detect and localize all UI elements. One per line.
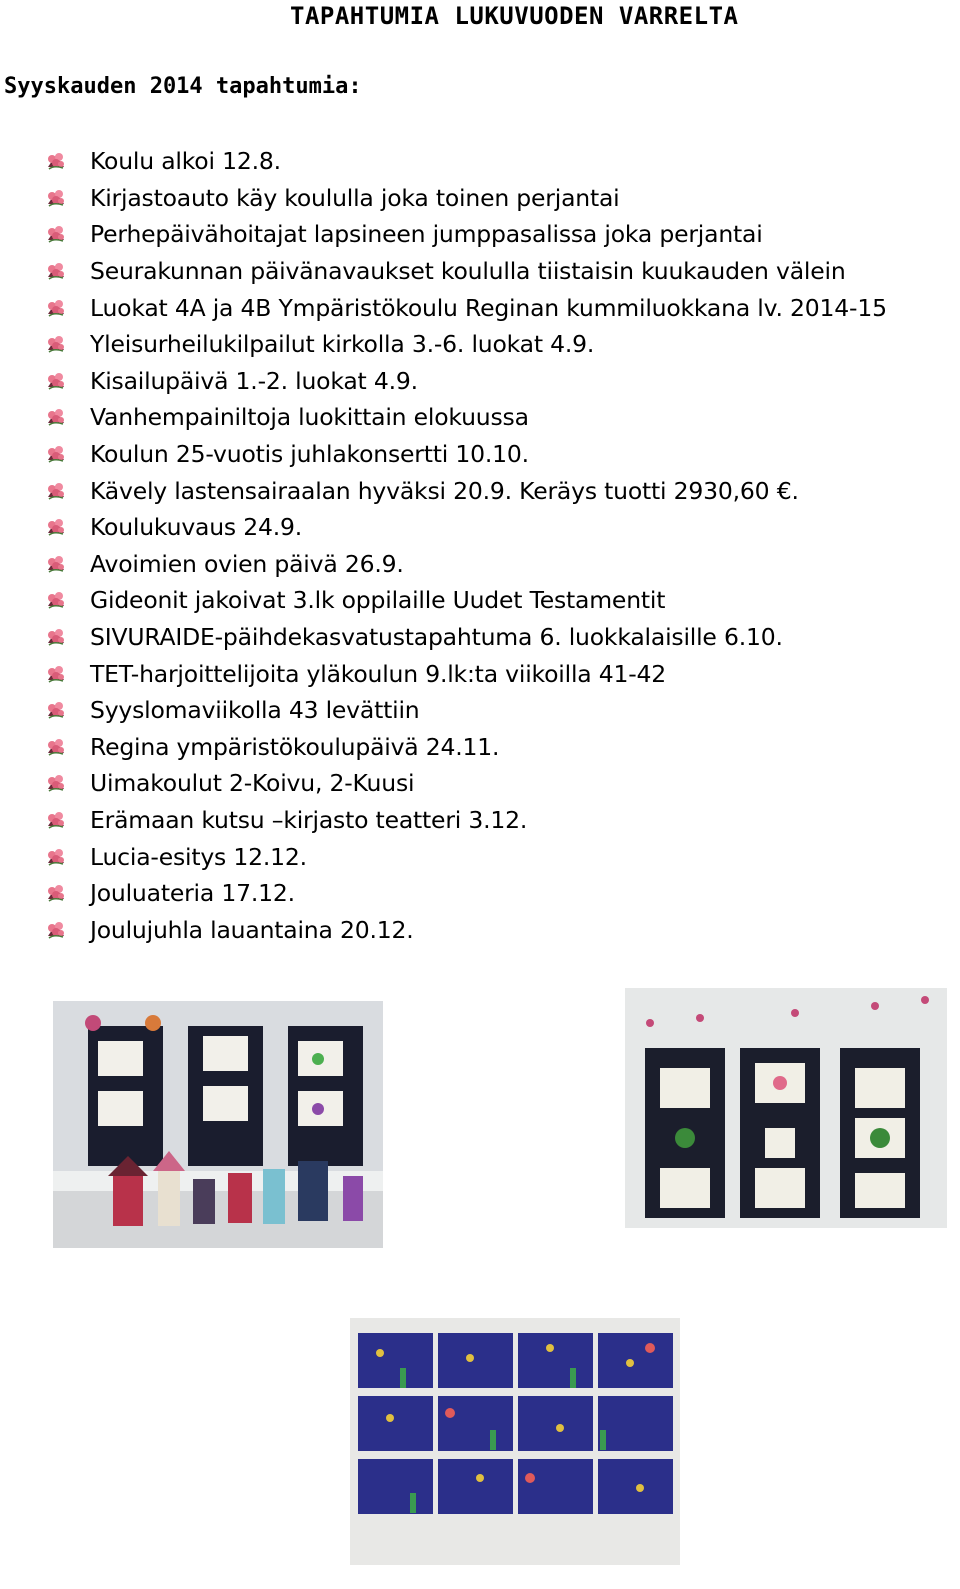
event-text: Uimakoulut 2-Koivu, 2-Kuusi [90, 769, 415, 798]
list-item [46, 582, 887, 619]
pink-flower-bullet-icon [46, 700, 66, 720]
list-item [46, 838, 887, 875]
event-text: Joulujuhla lauantaina 20.12. [90, 915, 414, 944]
pink-flower-bullet-icon [46, 151, 66, 171]
pink-flower-bullet-icon [46, 371, 66, 391]
pink-flower-bullet-icon [46, 517, 66, 537]
list-item [46, 472, 887, 509]
pink-flower-bullet-icon [46, 773, 66, 793]
event-text: Vanhempainiltoja luokittain elokuussa [90, 403, 529, 432]
list-item [46, 875, 887, 912]
event-text: Kirjastoauto käy koululla joka toinen perjantai [90, 183, 620, 212]
list-item [46, 326, 887, 363]
list-item [46, 399, 887, 436]
event-text: Koulu alkoi 12.8. [90, 147, 281, 176]
event-text: Lucia-esitys 12.12. [90, 842, 307, 871]
event-text: Kävely lastensairaalan hyväksi 20.9. Keräys tuotti 2930,60 €. [90, 476, 799, 505]
list-item [46, 802, 887, 839]
list-item [46, 729, 887, 766]
event-text: Erämaan kutsu –kirjasto teatteri 3.12. [90, 805, 528, 834]
event-text: Seurakunnan päivänavaukset koululla tiistaisin kuukauden välein [90, 257, 846, 286]
event-text: Avoimien ovien päivä 26.9. [90, 549, 404, 578]
list-item [46, 289, 887, 326]
list-item [46, 216, 887, 253]
page-title: TAPAHTUMIA LUKUVUODEN VARRELTA [290, 2, 739, 30]
pink-flower-bullet-icon [46, 298, 66, 318]
pink-flower-bullet-icon [46, 444, 66, 464]
pink-flower-bullet-icon [46, 920, 66, 940]
pink-flower-bullet-icon [46, 407, 66, 427]
event-text: Koulun 25-vuotis juhlakonsertti 10.10. [90, 440, 529, 469]
list-item [46, 765, 887, 802]
list-item [46, 911, 887, 948]
photo-wall-hangings-birdhouses [53, 1001, 383, 1248]
list-item [46, 655, 887, 692]
pink-flower-bullet-icon [46, 664, 66, 684]
pink-flower-bullet-icon [46, 737, 66, 757]
pink-flower-bullet-icon [46, 847, 66, 867]
pink-flower-bullet-icon [46, 883, 66, 903]
list-item [46, 509, 887, 546]
photo-embroidered-hangings [625, 988, 947, 1228]
list-item [46, 253, 887, 290]
list-item [46, 692, 887, 729]
pink-flower-bullet-icon [46, 590, 66, 610]
event-text: Syyslomaviikolla 43 levättiin [90, 696, 420, 725]
pink-flower-bullet-icon [46, 224, 66, 244]
list-item [46, 619, 887, 656]
event-list [46, 143, 887, 948]
section-subtitle: Syyskauden 2014 tapahtumia: [4, 74, 362, 99]
event-text: Koulukuvaus 24.9. [90, 513, 303, 542]
pink-flower-bullet-icon [46, 188, 66, 208]
list-item [46, 546, 887, 583]
event-text: Jouluateria 17.12. [90, 879, 295, 908]
event-text: SIVURAIDE-päihdekasvatustapahtuma 6. luokkalaisille 6.10. [90, 623, 783, 652]
list-item [46, 363, 887, 400]
pink-flower-bullet-icon [46, 481, 66, 501]
event-text: Gideonit jakoivat 3.lk oppilaille Uudet Testamentit [90, 586, 666, 615]
list-item [46, 143, 887, 180]
event-text: Regina ympäristökoulupäivä 24.11. [90, 732, 500, 761]
pink-flower-bullet-icon [46, 334, 66, 354]
event-text: TET-harjoittelijoita yläkoulun 9.lk:ta viikoilla 41-42 [90, 659, 667, 688]
pink-flower-bullet-icon [46, 261, 66, 281]
photo-underwater-drawings [350, 1318, 680, 1565]
pink-flower-bullet-icon [46, 810, 66, 830]
event-text: Perhepäivähoitajat lapsineen jumppasalissa joka perjantai [90, 220, 763, 249]
list-item [46, 436, 887, 473]
event-text: Luokat 4A ja 4B Ympäristökoulu Reginan kummiluokkana lv. 2014-15 [90, 293, 887, 322]
event-text: Kisailupäivä 1.-2. luokat 4.9. [90, 366, 418, 395]
pink-flower-bullet-icon [46, 554, 66, 574]
event-text: Yleisurheilukilpailut kirkolla 3.-6. luokat 4.9. [90, 330, 595, 359]
list-item [46, 180, 887, 217]
pink-flower-bullet-icon [46, 627, 66, 647]
